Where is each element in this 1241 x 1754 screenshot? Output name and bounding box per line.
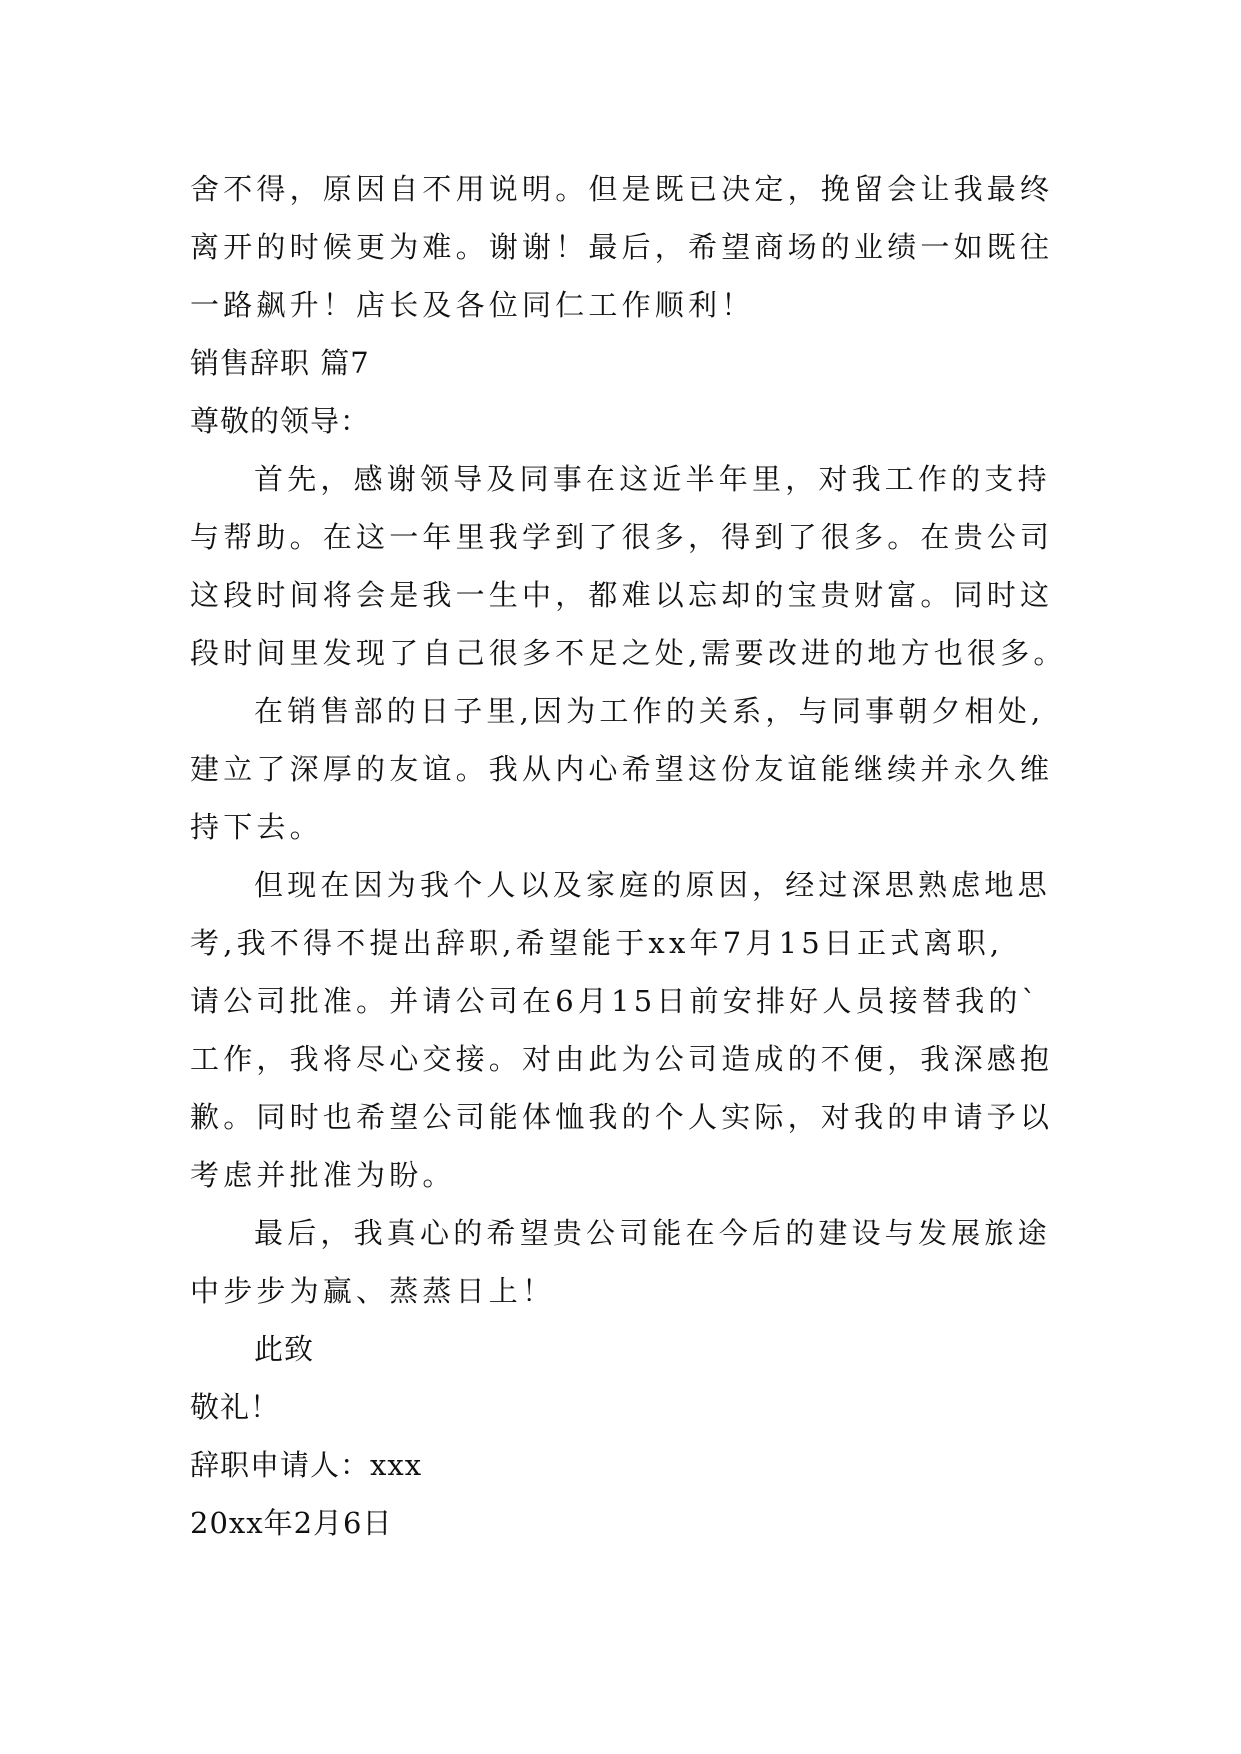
body-line: 离开的时候更为难。谢谢！最后，希望商场的业绩一如既往 [190, 230, 1054, 264]
paragraph-line: 段时间里发现了自己很多不足之处,需要改进的地方也很多。 [190, 636, 1067, 670]
closing-phrase: 此致 [254, 1332, 315, 1366]
paragraph-line: 考,我不得不提出辞职,希望能于xx年7月15日正式离职, [190, 926, 1004, 960]
applicant-signature: 辞职申请人：xxx [190, 1448, 423, 1482]
closing-salute: 敬礼！ [190, 1390, 281, 1424]
paragraph-line: 最后，我真心的希望贵公司能在今后的建设与发展旅途 [254, 1216, 1051, 1250]
paragraph-line: 但现在因为我个人以及家庭的原因，经过深思熟虑地思 [254, 868, 1051, 902]
paragraph-line: 在销售部的日子里,因为工作的关系，与同事朝夕相处, [254, 694, 1045, 728]
paragraph-line: 中步步为赢、蒸蒸日上！ [190, 1274, 556, 1308]
paragraph-line: 这段时间将会是我一生中，都难以忘却的宝贵财富。同时这 [190, 578, 1054, 612]
document-page [190, 160, 1067, 1552]
salutation: 尊敬的领导： [190, 404, 371, 438]
paragraph-line: 工作，我将尽心交接。对由此为公司造成的不便，我深感抱 [190, 1042, 1054, 1076]
paragraph-line: 歉。同时也希望公司能体恤我的个人实际，对我的申请予以 [190, 1100, 1054, 1134]
paragraph-line: 考虑并批准为盼。 [190, 1158, 456, 1192]
paragraph-line: 与帮助。在这一年里我学到了很多，得到了很多。在贵公司 [190, 520, 1054, 554]
paragraph-line: 持下去。 [190, 810, 323, 844]
paragraph-line: 建立了深厚的友谊。我从内心希望这份友谊能继续并永久维 [190, 752, 1054, 786]
body-line: 舍不得，原因自不用说明。但是既已决定，挽留会让我最终 [190, 172, 1054, 206]
section-heading: 销售辞职 篇7 [190, 346, 370, 380]
paragraph-line: 请公司批准。并请公司在6月15日前安排好人员接替我的` [190, 984, 1041, 1018]
body-line: 一路飙升！店长及各位同仁工作顺利！ [190, 288, 755, 322]
paragraph-line: 首先，感谢领导及同事在这近半年里，对我工作的支持 [254, 462, 1051, 496]
letter-date: 20xx年2月6日 [190, 1506, 393, 1540]
